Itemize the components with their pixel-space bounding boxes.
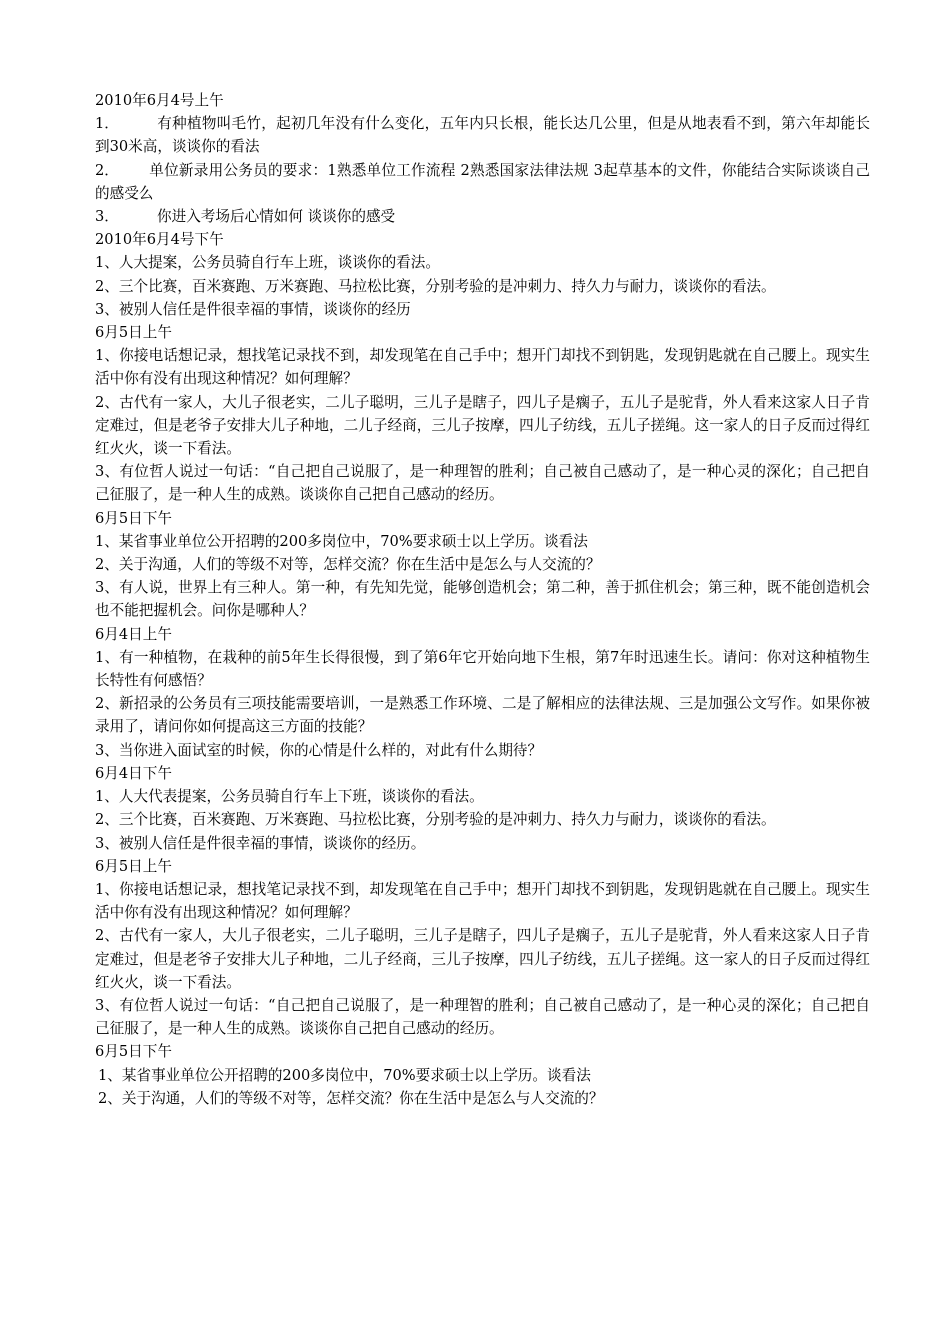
question-item [95, 530, 870, 553]
section-heading: 2010年6月4号下午 [95, 231, 224, 249]
question-text: 1、你接电话想记录，想找笔记录找不到，却发现笔在自己手中；想开门却找不到钥匙，发现钥匙就在自己腰上。现实生活中你有没有出现这种情况？如何理解？ [95, 880, 870, 922]
question-item [95, 275, 870, 298]
question-number: 3． [95, 208, 119, 226]
question-text: 有种植物叫毛竹，起初几年没有什么变化，五年内只长根，能长达几公里，但是从地表看不到，第六年却能长到30米高，谈谈你的看法 [95, 115, 870, 156]
question-text: 2、关于沟通，人们的等级不对等，怎样交流？你在生活中是怎么与人交流的？ [95, 556, 601, 574]
question-text: 3、被别人信任是件很幸福的事情，谈谈你的经历。 [95, 834, 426, 852]
section-heading: 6月4日上午 [95, 625, 172, 643]
question-item [95, 832, 870, 855]
question-item [95, 112, 870, 158]
question-item [95, 159, 870, 205]
section-heading: 6月5日下午 [95, 1043, 172, 1061]
question-text: 2、三个比赛，百米赛跑、万米赛跑、马拉松比赛，分别考验的是冲刺力、持久力与耐力，谈谈你的看法。 [95, 811, 776, 829]
question-text: 你进入考场后心情如何 谈谈你的感受 [157, 208, 396, 226]
question-item [95, 646, 870, 692]
question-item [95, 298, 870, 321]
question-text: 2、古代有一家人，大儿子很老实，二儿子聪明，三儿子是瞎子，四儿子是瘸子，五儿子是驼背，外人看来这家人日子肯定难过，但是老爷子安排大儿子种地，二儿子经商，三儿子按摩，四儿子纺线，五儿子搓绳。这一家人的日子反而过得红红火火，谈一下看法。 [95, 393, 870, 458]
question-item [95, 205, 870, 228]
question-text: 3、当你进入面试室的时候，你的心情是什么样的，对此有什么期待？ [95, 741, 543, 759]
question-item [95, 739, 870, 762]
question-text: 3、有位哲人说过一句话：“自己把自己说服了，是一种理智的胜利；自己被自己感动了，是一种心灵的深化；自己把自己征服了，是一种人生的成熟。谈谈你自己把自己感动的经历。 [95, 463, 870, 504]
question-item [95, 994, 870, 1040]
question-text: 2、关于沟通，人们的等级不对等，怎样交流？你在生活中是怎么与人交流的？ [98, 1089, 604, 1107]
question-text: 1、人大代表提案，公务员骑自行车上下班，谈谈你的看法。 [95, 788, 484, 806]
question-text: 3、有人说，世界上有三种人。第一种，有先知先觉，能够创造机会；第二种，善于抓住机会；第三种，既不能创造机会也不能把握机会。问你是哪种人？ [95, 579, 870, 620]
question-item [95, 808, 870, 831]
question-item [95, 1064, 870, 1087]
question-number: 1． [95, 115, 119, 133]
question-text: 2、古代有一家人，大儿子很老实，二儿子聪明，三儿子是瞎子，四儿子是瘸子，五儿子是驼背，外人看来这家人日子肯定难过，但是老爷子安排大儿子种地，二儿子经商，三儿子按摩，四儿子纺线，五儿子搓绳。这一家人的日子反而过得红红火火，谈一下看法。 [95, 927, 870, 991]
question-item [95, 251, 870, 274]
question-item [95, 878, 870, 924]
question-text: 1、某省事业单位公开招聘的200多岗位中，70%要求硕士以上学历。谈看法 [98, 1066, 591, 1084]
question-item [95, 553, 870, 576]
section-heading: 6月5日上午 [95, 857, 172, 875]
section-heading: 2010年6月4号上午 [95, 92, 224, 109]
question-text: 3、有位哲人说过一句话：“自己把自己说服了，是一种理智的胜利；自己被自己感动了，是一种心灵的深化；自己把自己征服了，是一种人生的成熟。谈谈你自己把自己感动的经历。 [95, 996, 870, 1038]
question-item [95, 924, 870, 994]
question-number: 2． [95, 161, 119, 179]
question-item [95, 576, 870, 622]
section-heading: 6月5日下午 [95, 509, 172, 527]
question-item [95, 1087, 870, 1110]
section-heading: 6月4日下午 [95, 764, 172, 782]
question-text: 3、被别人信任是件很幸福的事情，谈谈你的经历 [95, 300, 411, 318]
question-text: 2、三个比赛，百米赛跑、万米赛跑、马拉松比赛，分别考验的是冲刺力、持久力与耐力，谈谈你的看法。 [95, 277, 776, 295]
question-text: 2、新招录的公务员有三项技能需要培训，一是熟悉工作环境、二是了解相应的法律法规、三是加强公文写作。如果你被录用了，请问你如何提高这三方面的技能？ [95, 695, 870, 736]
question-item [95, 460, 870, 506]
question-text: 1、某省事业单位公开招聘的200多岗位中，70%要求硕士以上学历。谈看法 [95, 532, 588, 550]
question-text: 1、有一种植物，在栽种的前5年生长得很慢，到了第6年它开始向地下生根，第7年时迅速生长。请问：你对这种植物生长特性有何感悟？ [95, 648, 870, 690]
question-item [95, 785, 870, 808]
question-text: 单位新录用公务员的要求：1熟悉单位工作流程 2熟悉国家法律法规 3起草基本的文件，你能结合实际谈谈自己的感受么 [95, 161, 870, 202]
question-text: 1、你接电话想记录，想找笔记录找不到，却发现笔在自己手中；想开门却找不到钥匙，发现钥匙就在自己腰上。现实生活中你有没有出现这种情况？如何理解？ [95, 347, 870, 388]
document-page [95, 89, 870, 1110]
question-item [95, 391, 870, 461]
question-item [95, 344, 870, 390]
question-text: 1、人大提案，公务员骑自行车上班，谈谈你的看法。 [95, 254, 440, 272]
section-heading: 6月5日上午 [95, 324, 172, 342]
question-item [95, 692, 870, 738]
